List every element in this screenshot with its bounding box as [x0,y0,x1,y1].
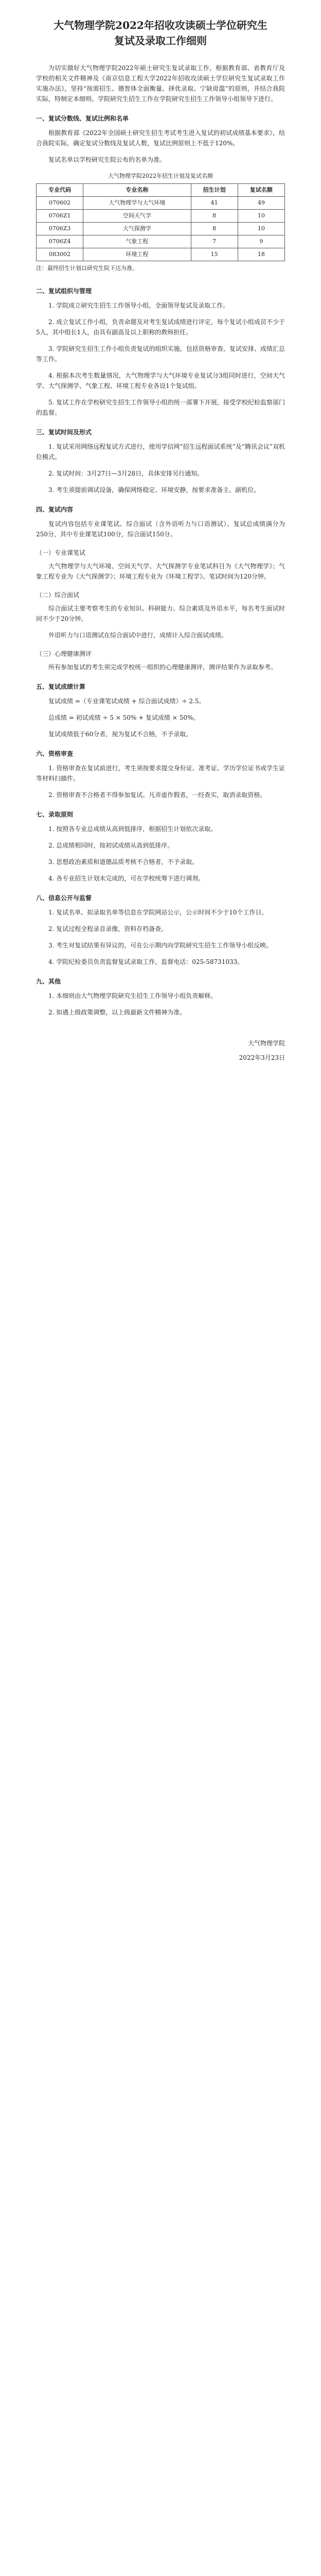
s7-paragraph-3: 3. 思想政治素质和道德品质考核不合格者，不予录取。 [48,858,199,866]
s4-subheading-1: （一）专业课笔试 [36,549,86,556]
s8-paragraph-1: 1. 复试名单、拟录取名单等信息在学院网站公示，公示时间不少于10个工作日。 [48,909,268,916]
s2-paragraph-2: 2. 成立复试工作小组，负责命题及对考生复试成绩进行评定，每个复试小组成员不少于5人，其中组长1人，由具有副高及以上职称的教师担任。 [36,318,285,336]
cell-name: 环境工程 [83,248,191,261]
table-row [37,248,285,261]
section-1-heading: 一、复试分数线、复试比例和名单 [36,115,129,122]
s2-paragraph-4: 4. 根据本次考生数量情况，大气物理学与大气环境专业复试分3组同时进行，空间天气学、大气探测学、气象工程、环境工程专业各设1个复试组。 [36,372,285,389]
s5-paragraph-3: 复试成绩低于60分者，视为复试不合格，不予录取。 [48,731,192,738]
cell-code: 0706Z4 [37,235,83,248]
cell-plan: 41 [191,197,238,210]
cell-retest: 18 [238,248,284,261]
section-3-heading: 三、复试时间及形式 [36,429,92,436]
plan-table-note: 注：最终招生计划以研究生院下达为准。 [36,265,138,272]
s3-paragraph-3: 3. 考生须提前调试设备，确保网络稳定、环境安静，按要求准备主、副机位。 [48,486,260,494]
s7-paragraph-4: 4. 各专业招生计划未完成的，可在学校统筹下进行调剂。 [48,875,205,882]
s1-paragraph-2: 复试名单以学校研究生院公布的名单为准。 [48,156,166,163]
section-4-heading: 四、复试内容 [36,506,74,513]
table-row [37,210,285,223]
col-retest: 复试名额 [238,184,284,197]
s2-paragraph-3: 3. 学院研究生招生工作小组负责复试的组织实施，包括资格审查、复试安排、成绩汇总等工作。 [36,345,285,363]
col-code: 专业代码 [37,184,83,197]
s8-paragraph-4: 4. 学院纪检委员负责监督复试录取工作，监督电话：025-58731033。 [48,958,244,965]
s5-paragraph-1: 复试成绩 =（专业课笔试成绩 + 综合面试成绩）÷ 2.5。 [48,698,205,705]
cell-plan: 15 [191,248,238,261]
s4-subheading-2: （二）综合面试 [36,591,80,599]
plan-table-section [36,171,285,274]
cell-name: 大气物理学与大气环境 [83,197,191,210]
intro-paragraph: 为切实做好大气物理学院2022年硕士研究生复试录取工作，根据教育部、省教育厅及学校的相关文件精神及《南京信息工程大学2022年招收攻读硕士学位研究生复试录取工作实施办法》，坚持“按需招生、德智体全面衡量、择优录取、宁缺毋滥”的原则，并结合我院实际，特制定本细则。学院研究生招生工作在学院研究生招生工作领导小组领导下进行。 [36,64,285,103]
table-row [37,197,285,210]
cell-plan: 8 [191,210,238,223]
section-5-heading: 五、复试成绩计算 [36,683,86,690]
table-row [37,235,285,248]
s2-paragraph-5: 5. 复试工作在学校研究生招生工作领导小组的统一部署下开展，接受学校纪检监察部门的监督。 [36,399,285,416]
col-name: 专业名称 [83,184,191,197]
section-2-heading: 二、复试组织与管理 [36,287,92,295]
cell-code: 0706Z3 [37,223,83,235]
document-title: 大气物理学院2022年招收攻读硕士学位研究生 [53,19,268,31]
plan-table-caption: 大气物理学院2022年招生计划及复试名额 [108,173,213,179]
cell-code: 0706Z1 [37,210,83,223]
s5-paragraph-2: 总成绩 = 初试成绩 ÷ 5 × 50% + 复试成绩 × 50%。 [48,714,200,721]
cell-retest: 10 [238,210,284,223]
s1-paragraph-1: 根据教育部《2022年全国硕士研究生招生考试考生进入复试的初试成绩基本要求》，结合我院实际，确定复试分数线及复试人数，复试比例原则上不低于120%。 [36,129,285,147]
s4-sub3-paragraph: 所有参加复试的考生须完成学校统一组织的心理健康测评，测评结果作为录取参考。 [48,664,277,671]
signature-block [36,1038,285,1063]
cell-code: 070602 [37,197,83,210]
s4-sub2-paragraph-2: 外语听力与口语测试在综合面试中进行，成绩计入综合面试成绩。 [48,632,228,639]
s6-paragraph-1: 1. 资格审查在复试前进行，考生须按要求提交身份证、准考证、学历学位证书或学生证等材料扫描件。 [36,765,285,782]
s6-paragraph-2: 2. 资格审查不合格者不得参加复试。凡弄虚作假者，一经查实，取消录取资格。 [48,791,266,799]
s9-paragraph-1: 1. 本细则由大气物理学院研究生招生工作领导小组负责解释。 [48,992,217,999]
section-9-heading: 九、其他 [36,978,61,985]
cell-name: 气象工程 [83,235,191,248]
cell-name: 大气探测学 [83,223,191,235]
cell-code: 083002 [37,248,83,261]
cell-retest: 10 [238,223,284,235]
s8-paragraph-2: 2. 复试过程全程录音录像，资料存档备查。 [48,925,168,933]
cell-plan: 8 [191,223,238,235]
col-plan: 招生计划 [191,184,238,197]
s4-sub1-paragraph: 大气物理学与大气环境、空间天气学、大气探测学专业笔试科目为《大气物理学》；气象工程专业为《大气探测学》；环境工程专业为《环境工程学》。笔试时间为120分钟。 [36,563,285,580]
s8-paragraph-3: 3. 考生对复试结果有异议的，可在公示期内向学院研究生招生工作领导小组反映。 [48,942,273,949]
signature-date: 2022年3月23日 [239,1054,285,1061]
cell-name: 空间天气学 [83,210,191,223]
s2-paragraph-1: 1. 学院成立研究生招生工作领导小组，全面领导复试及录取工作。 [48,302,229,309]
s3-paragraph-1: 1. 复试采用网络远程复试方式进行，使用学信网“招生远程面试系统”及“腾讯会议”双机位模式。 [36,443,285,461]
s9-paragraph-2: 2. 如遇上级政策调整，以上级最新文件精神为准。 [48,1009,186,1016]
s4-subheading-3: （三）心理健康测评 [36,650,92,657]
plan-table [36,183,285,261]
document-subtitle: 复试及录取工作细则 [114,35,207,47]
signature-org: 大气物理学院 [247,1040,285,1047]
s3-paragraph-2: 2. 复试时间：3月27日—3月28日，具体安排另行通知。 [48,470,204,477]
section-8-heading: 八、信息公开与监督 [36,894,92,902]
document-page [0,0,321,1116]
cell-retest: 49 [238,197,284,210]
cell-retest: 9 [238,235,284,248]
section-7-heading: 七、录取原则 [36,811,74,818]
table-row [37,223,285,235]
section-6-heading: 六、资格审查 [36,750,74,757]
cell-plan: 7 [191,235,238,248]
plan-table-header-row [37,184,285,197]
s7-paragraph-2: 2. 总成绩相同时，按初试成绩从高到低排序。 [48,842,174,849]
s4-sub2-paragraph-1: 综合面试主要考察考生的专业知识、科研能力、综合素质及外语水平，每名考生面试时间不少于20分钟。 [36,605,285,622]
s7-paragraph-1: 1. 按照各专业总成绩从高到低排序，根据招生计划依次录取。 [48,825,217,833]
s4-paragraph-1: 复试内容包括专业课笔试、综合面试（含外语听力与口语测试）。复试总成绩满分为250分，其中专业课笔试100分，综合面试150分。 [36,520,285,538]
